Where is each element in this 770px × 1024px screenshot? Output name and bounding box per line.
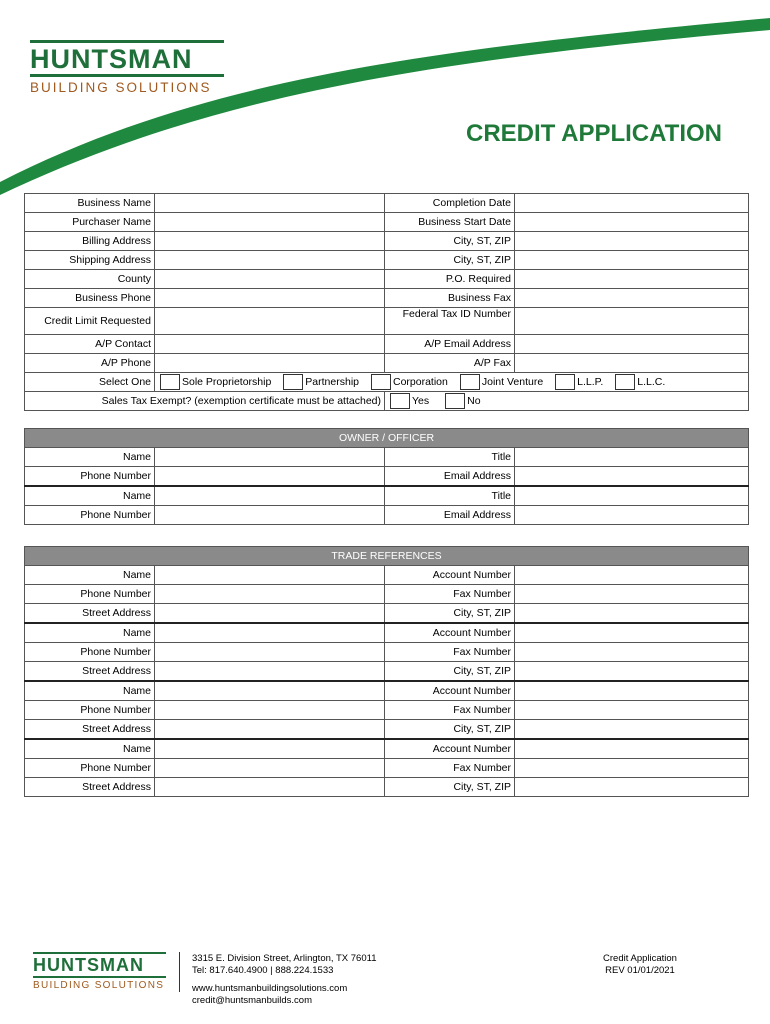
footer-logo-bottom-rule — [33, 976, 166, 978]
field-input[interactable] — [155, 448, 385, 467]
business-row — [25, 354, 749, 373]
field-label: Email Address — [385, 467, 515, 487]
field-input[interactable] — [515, 251, 749, 270]
field-label: Business Phone — [25, 289, 155, 308]
logo-bottom-rule — [30, 74, 224, 77]
field-label: Fax Number — [385, 759, 515, 778]
field-label: Completion Date — [385, 194, 515, 213]
field-input[interactable] — [155, 270, 385, 289]
business-type-options — [155, 373, 749, 392]
business-type-checkbox[interactable] — [460, 374, 480, 390]
field-input[interactable] — [515, 335, 749, 354]
field-label: Street Address — [25, 662, 155, 682]
owner-section-heading: OWNER / OFFICER — [25, 429, 749, 448]
footer-doc-name: Credit Application — [603, 953, 677, 964]
field-label: Fax Number — [385, 701, 515, 720]
trade-row — [25, 566, 749, 585]
field-label: Phone Number — [25, 643, 155, 662]
field-label: Phone Number — [25, 759, 155, 778]
tax-exempt-row — [25, 392, 749, 411]
field-input[interactable] — [155, 506, 385, 525]
trade-row — [25, 662, 749, 682]
business-type-option-label: L.L.C. — [637, 376, 666, 388]
tax-exempt-options — [385, 392, 749, 411]
business-type-row — [25, 373, 749, 392]
field-input[interactable] — [155, 289, 385, 308]
field-label: Federal Tax ID Number — [385, 308, 515, 335]
footer-address: 3315 E. Division Street, Arlington, TX 76011 — [192, 953, 377, 964]
business-row — [25, 194, 749, 213]
field-label: Business Name — [25, 194, 155, 213]
field-label: A/P Contact — [25, 335, 155, 354]
field-label: Account Number — [385, 681, 515, 701]
field-input[interactable] — [515, 486, 749, 506]
field-input[interactable] — [155, 701, 385, 720]
field-label: City, ST, ZIP — [385, 662, 515, 682]
field-input[interactable] — [515, 585, 749, 604]
logo-top-rule — [30, 40, 224, 43]
field-input[interactable] — [155, 585, 385, 604]
field-label: Business Fax — [385, 289, 515, 308]
field-label: Name — [25, 739, 155, 759]
tax-no-checkbox[interactable] — [445, 393, 465, 409]
trade-row — [25, 759, 749, 778]
field-input[interactable] — [515, 467, 749, 487]
field-input[interactable] — [515, 194, 749, 213]
field-input[interactable] — [155, 643, 385, 662]
field-input[interactable] — [515, 213, 749, 232]
field-label: Purchaser Name — [25, 213, 155, 232]
field-input[interactable] — [155, 604, 385, 624]
field-input[interactable] — [155, 251, 385, 270]
page-title: CREDIT APPLICATION — [466, 120, 722, 147]
field-input[interactable] — [155, 778, 385, 797]
business-row — [25, 289, 749, 308]
tax-no-label: No — [467, 395, 481, 407]
footer-email-link[interactable]: credit@huntsmanbuilds.com — [192, 995, 313, 1006]
footer-address-block — [192, 953, 376, 1007]
field-label: Fax Number — [385, 643, 515, 662]
business-row — [25, 308, 749, 335]
field-label: Account Number — [385, 739, 515, 759]
business-type-option-label: Partnership — [305, 376, 359, 388]
trade-row — [25, 681, 749, 701]
owner-row — [25, 448, 749, 467]
trade-row — [25, 739, 749, 759]
field-input[interactable] — [155, 467, 385, 487]
trade-references-table — [24, 546, 749, 797]
field-label: Business Start Date — [385, 213, 515, 232]
field-label: Billing Address — [25, 232, 155, 251]
field-input[interactable] — [155, 739, 385, 759]
business-row — [25, 335, 749, 354]
business-row — [25, 213, 749, 232]
business-type-option-label: Joint Venture — [481, 376, 544, 388]
owner-row — [25, 506, 749, 525]
field-input[interactable] — [515, 354, 749, 373]
business-type-option-label: Corporation — [393, 376, 448, 388]
field-input[interactable] — [155, 759, 385, 778]
field-input[interactable] — [515, 566, 749, 585]
business-type-checkbox[interactable] — [615, 374, 635, 390]
field-input[interactable] — [515, 681, 749, 701]
business-type-checkbox[interactable] — [283, 374, 303, 390]
footer-logo-subtitle: BUILDING SOLUTIONS — [33, 980, 165, 991]
trade-row — [25, 585, 749, 604]
field-label: Phone Number — [25, 701, 155, 720]
trade-row — [25, 643, 749, 662]
field-input[interactable] — [155, 681, 385, 701]
field-input[interactable] — [515, 643, 749, 662]
field-input[interactable] — [515, 778, 749, 797]
field-label: Account Number — [385, 623, 515, 643]
field-label: Fax Number — [385, 585, 515, 604]
business-info-table — [24, 193, 749, 411]
field-label: Shipping Address — [25, 251, 155, 270]
field-input[interactable] — [155, 194, 385, 213]
business-type-checkbox[interactable] — [555, 374, 575, 390]
field-input[interactable] — [155, 232, 385, 251]
field-label: Street Address — [25, 604, 155, 624]
field-input[interactable] — [155, 213, 385, 232]
field-input[interactable] — [155, 566, 385, 585]
field-input[interactable] — [155, 308, 385, 335]
field-input[interactable] — [155, 720, 385, 740]
field-label: City, ST, ZIP — [385, 778, 515, 797]
owner-row — [25, 486, 749, 506]
logo-wordmark: HUNTSMAN — [30, 44, 193, 74]
trade-row — [25, 604, 749, 624]
select-one-label: Select One — [25, 373, 155, 392]
field-label: A/P Fax — [385, 354, 515, 373]
field-input[interactable] — [155, 335, 385, 354]
business-row — [25, 270, 749, 289]
field-input[interactable] — [515, 701, 749, 720]
business-type-option-label: L.L.P. — [577, 376, 604, 388]
field-input[interactable] — [155, 354, 385, 373]
field-label: Street Address — [25, 778, 155, 797]
field-label: Name — [25, 623, 155, 643]
business-row — [25, 251, 749, 270]
field-input[interactable] — [515, 232, 749, 251]
field-input[interactable] — [515, 270, 749, 289]
footer-doc-info — [590, 953, 690, 977]
field-label: City, ST, ZIP — [385, 232, 515, 251]
field-label: City, ST, ZIP — [385, 251, 515, 270]
business-type-checkbox[interactable] — [371, 374, 391, 390]
tax-yes-label: Yes — [412, 395, 430, 407]
trade-row — [25, 778, 749, 797]
footer-logo-top-rule — [33, 952, 166, 954]
field-input[interactable] — [155, 662, 385, 682]
field-label: P.O. Required — [385, 270, 515, 289]
field-input[interactable] — [155, 623, 385, 643]
field-input[interactable] — [515, 739, 749, 759]
field-label: Name — [25, 566, 155, 585]
footer-divider — [179, 952, 180, 992]
tax-yes-checkbox[interactable] — [390, 393, 410, 409]
field-label: Phone Number — [25, 506, 155, 525]
trade-row — [25, 623, 749, 643]
field-label: Name — [25, 486, 155, 506]
field-label: County — [25, 270, 155, 289]
tax-exempt-label: Sales Tax Exempt? (exemption certificate must be attached) — [25, 392, 385, 411]
field-input[interactable] — [515, 662, 749, 682]
field-label: City, ST, ZIP — [385, 720, 515, 740]
trade-row — [25, 701, 749, 720]
field-label: City, ST, ZIP — [385, 604, 515, 624]
field-label: A/P Phone — [25, 354, 155, 373]
footer-logo-wordmark: HUNTSMAN — [33, 955, 144, 975]
logo-subtitle: BUILDING SOLUTIONS — [30, 80, 212, 95]
field-input[interactable] — [155, 486, 385, 506]
field-label: A/P Email Address — [385, 335, 515, 354]
field-input[interactable] — [515, 506, 749, 525]
field-input[interactable] — [515, 289, 749, 308]
trade-section-heading: TRADE REFERENCES — [25, 547, 749, 566]
field-label: Account Number — [385, 566, 515, 585]
business-type-checkbox[interactable] — [160, 374, 180, 390]
field-input[interactable] — [515, 448, 749, 467]
owner-officer-table — [24, 428, 749, 525]
field-label: Phone Number — [25, 585, 155, 604]
footer-tel: Tel: 817.640.4900 | 888.224.1533 — [192, 965, 334, 976]
footer-website-link[interactable]: www.huntsmanbuildingsolutions.com — [192, 983, 348, 994]
business-type-option-label: Sole Proprietorship — [182, 376, 272, 388]
owner-row — [25, 467, 749, 487]
green-swoosh-graphic — [0, 0, 770, 200]
field-label: Street Address — [25, 720, 155, 740]
field-input[interactable] — [515, 604, 749, 624]
field-label: Name — [25, 448, 155, 467]
field-input[interactable] — [515, 308, 749, 335]
field-label: Title — [385, 448, 515, 467]
field-label: Email Address — [385, 506, 515, 525]
business-row — [25, 232, 749, 251]
field-input[interactable] — [515, 720, 749, 740]
trade-row — [25, 720, 749, 740]
field-label: Title — [385, 486, 515, 506]
footer-revision: REV 01/01/2021 — [605, 965, 675, 976]
field-label: Credit Limit Requested — [25, 308, 155, 335]
field-input[interactable] — [515, 623, 749, 643]
field-input[interactable] — [515, 759, 749, 778]
field-label: Name — [25, 681, 155, 701]
field-label: Phone Number — [25, 467, 155, 487]
